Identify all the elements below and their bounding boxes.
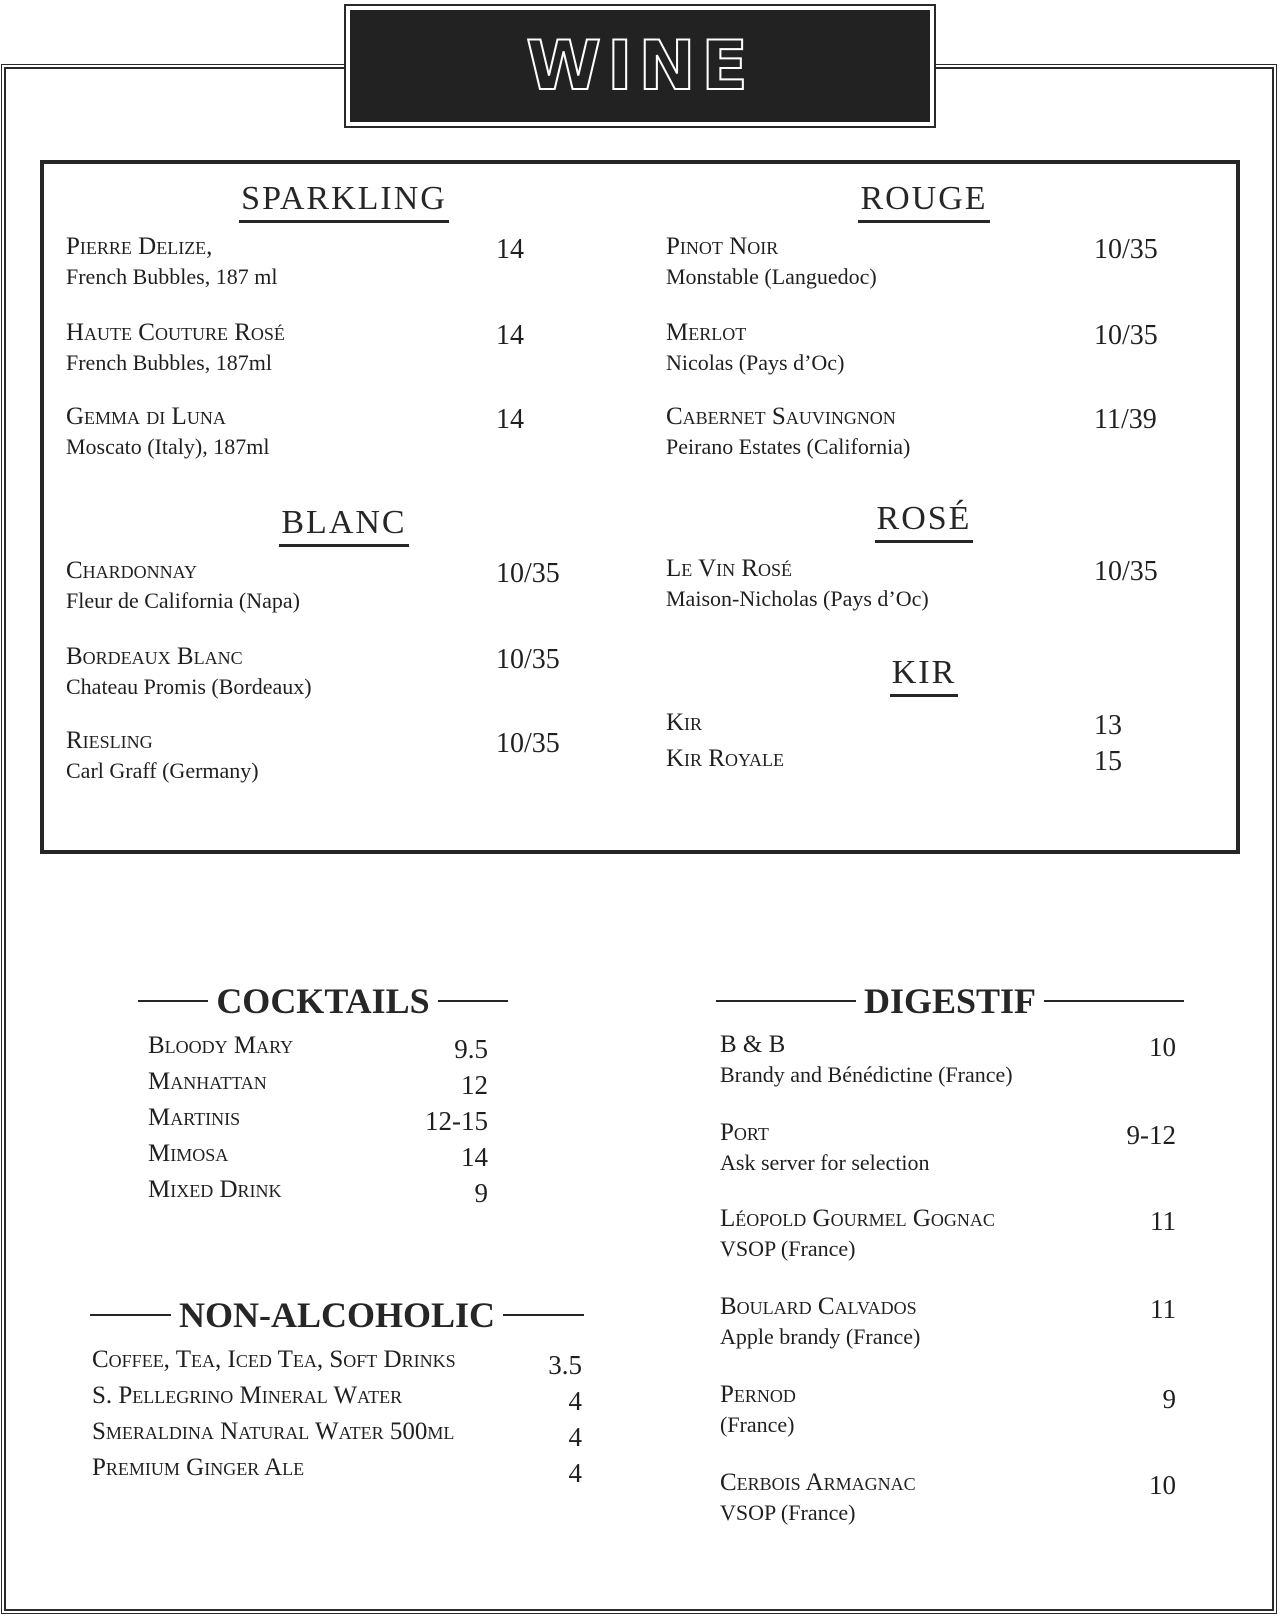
item-price: 4 xyxy=(568,1458,582,1488)
menu-item xyxy=(66,726,259,786)
item-price: 10/35 xyxy=(496,558,560,589)
item-price: 14 xyxy=(496,234,524,265)
item-name: Riesling xyxy=(66,727,153,754)
item-name: Cerbois Armagnac xyxy=(720,1469,916,1496)
rouge-heading: ROUGE xyxy=(824,180,1024,225)
heading-rule-left xyxy=(716,1000,856,1002)
menu-item xyxy=(66,318,285,378)
list-item: Coffee, Tea, Iced Tea, Soft Drinks xyxy=(92,1346,456,1373)
item-price: 3.5 xyxy=(548,1350,582,1380)
wine-list-box xyxy=(40,160,1240,854)
item-price: 14 xyxy=(496,404,524,435)
list-item: Manhattan xyxy=(148,1068,267,1095)
menu-item xyxy=(720,1030,1013,1090)
menu-item xyxy=(666,554,929,614)
item-name: Kir xyxy=(666,709,703,736)
item-price: 9.5 xyxy=(454,1034,488,1064)
item-name: Port xyxy=(720,1119,769,1146)
item-name: Haute Couture Rosé xyxy=(66,319,285,346)
item-price: 13 xyxy=(1094,710,1122,741)
item-price: 9 xyxy=(1162,1384,1176,1414)
menu-item xyxy=(666,744,784,774)
item-description: Monstable (Languedoc) xyxy=(666,264,877,289)
item-name: Pinot Noir xyxy=(666,233,779,260)
menu-item xyxy=(666,708,702,738)
item-price: 10/35 xyxy=(1094,234,1158,265)
item-name: Boulard Calvados xyxy=(720,1293,917,1320)
list-item: Smeraldina Natural Water 500ml xyxy=(92,1418,455,1445)
item-price: 10/35 xyxy=(1094,556,1158,587)
menu-item xyxy=(720,1468,916,1528)
menu-item xyxy=(666,232,877,292)
menu-item xyxy=(720,1118,930,1178)
item-price: 10 xyxy=(1149,1470,1176,1500)
menu-item xyxy=(720,1204,995,1264)
item-price: 4 xyxy=(568,1422,582,1452)
item-description: Moscato (Italy), 187ml xyxy=(66,434,270,459)
item-price: 10/35 xyxy=(496,644,560,675)
item-price: 10/35 xyxy=(1094,320,1158,351)
list-item: Mixed Drink xyxy=(148,1176,282,1203)
item-description: (France) xyxy=(720,1412,795,1437)
menu-item xyxy=(66,556,300,616)
item-name: B & B xyxy=(720,1031,786,1058)
menu-item xyxy=(666,318,844,378)
item-price: 4 xyxy=(568,1386,582,1416)
heading-rule-left xyxy=(138,1000,208,1002)
item-price: 10 xyxy=(1149,1032,1176,1062)
menu-item xyxy=(66,232,277,292)
list-item: Premium Ginger Ale xyxy=(92,1454,305,1481)
item-name: Merlot xyxy=(666,319,747,346)
item-price: 14 xyxy=(496,320,524,351)
item-price: 14 xyxy=(461,1142,488,1172)
title-banner-inner xyxy=(350,10,930,122)
item-description: Chateau Promis (Bordeaux) xyxy=(66,674,312,699)
item-price: 10/35 xyxy=(496,728,560,759)
item-price: 9-12 xyxy=(1126,1120,1176,1150)
heading-rule-right xyxy=(503,1314,584,1316)
item-description: French Bubbles, 187 ml xyxy=(66,264,278,289)
item-price: 15 xyxy=(1094,746,1122,777)
digestif-heading: DIGESTIF xyxy=(716,980,1184,1022)
list-item: S. Pellegrino Mineral Water xyxy=(92,1382,403,1409)
cocktails-heading: COCKTAILS xyxy=(138,980,508,1022)
list-item: Mimosa xyxy=(148,1140,229,1167)
heading-rule-right xyxy=(1044,1000,1184,1002)
item-name: Cabernet Sauvingnon xyxy=(666,403,896,430)
menu-item xyxy=(720,1292,920,1352)
item-description: VSOP (France) xyxy=(720,1236,856,1261)
item-price: 11 xyxy=(1150,1294,1176,1324)
item-name: Pernod xyxy=(720,1381,796,1408)
rose-heading: ROSÉ xyxy=(824,500,1024,545)
list-item: Martinis xyxy=(148,1104,241,1131)
item-description: Apple brandy (France) xyxy=(720,1324,921,1349)
item-description: Peirano Estates (California) xyxy=(666,434,911,459)
menu-item xyxy=(720,1380,796,1440)
menu-item xyxy=(66,402,269,462)
item-description: Nicolas (Pays d’Oc) xyxy=(666,350,845,375)
title-banner xyxy=(344,4,936,128)
item-name: Pierre Delize, xyxy=(66,233,213,260)
item-price: 9 xyxy=(474,1178,488,1208)
item-price: 11/39 xyxy=(1094,404,1157,435)
menu-item xyxy=(666,402,910,462)
blanc-heading: BLANC xyxy=(244,504,444,549)
item-description: Fleur de California (Napa) xyxy=(66,588,300,613)
item-name: Chardonnay xyxy=(66,557,198,584)
item-name: Bordeaux Blanc xyxy=(66,643,243,670)
item-name: Kir Royale xyxy=(666,745,784,772)
page-title: WINE xyxy=(526,26,754,106)
item-description: Maison-Nicholas (Pays d’Oc) xyxy=(666,586,929,611)
item-description: VSOP (France) xyxy=(720,1500,856,1525)
item-name: Gemma di Luna xyxy=(66,403,226,430)
non-alcoholic-heading: NON-ALCOHOLIC xyxy=(90,1294,584,1336)
item-price: 11 xyxy=(1150,1206,1176,1236)
heading-rule-right xyxy=(438,1000,508,1002)
menu-item xyxy=(66,642,312,702)
list-item: Bloody Mary xyxy=(148,1032,294,1059)
item-price: 12 xyxy=(461,1070,488,1100)
item-price: 12-15 xyxy=(425,1106,488,1136)
item-description: Carl Graff (Germany) xyxy=(66,758,259,783)
sparkling-heading: SPARKLING xyxy=(194,180,494,225)
item-description: Ask server for selection xyxy=(720,1150,930,1175)
item-name: Léopold Gourmel Gognac xyxy=(720,1205,995,1232)
item-name: Le Vin Rosé xyxy=(666,555,793,582)
heading-rule-left xyxy=(90,1314,171,1316)
kir-heading: KIR xyxy=(824,654,1024,699)
item-description: Brandy and Bénédictine (France) xyxy=(720,1062,1013,1087)
item-description: French Bubbles, 187ml xyxy=(66,350,272,375)
